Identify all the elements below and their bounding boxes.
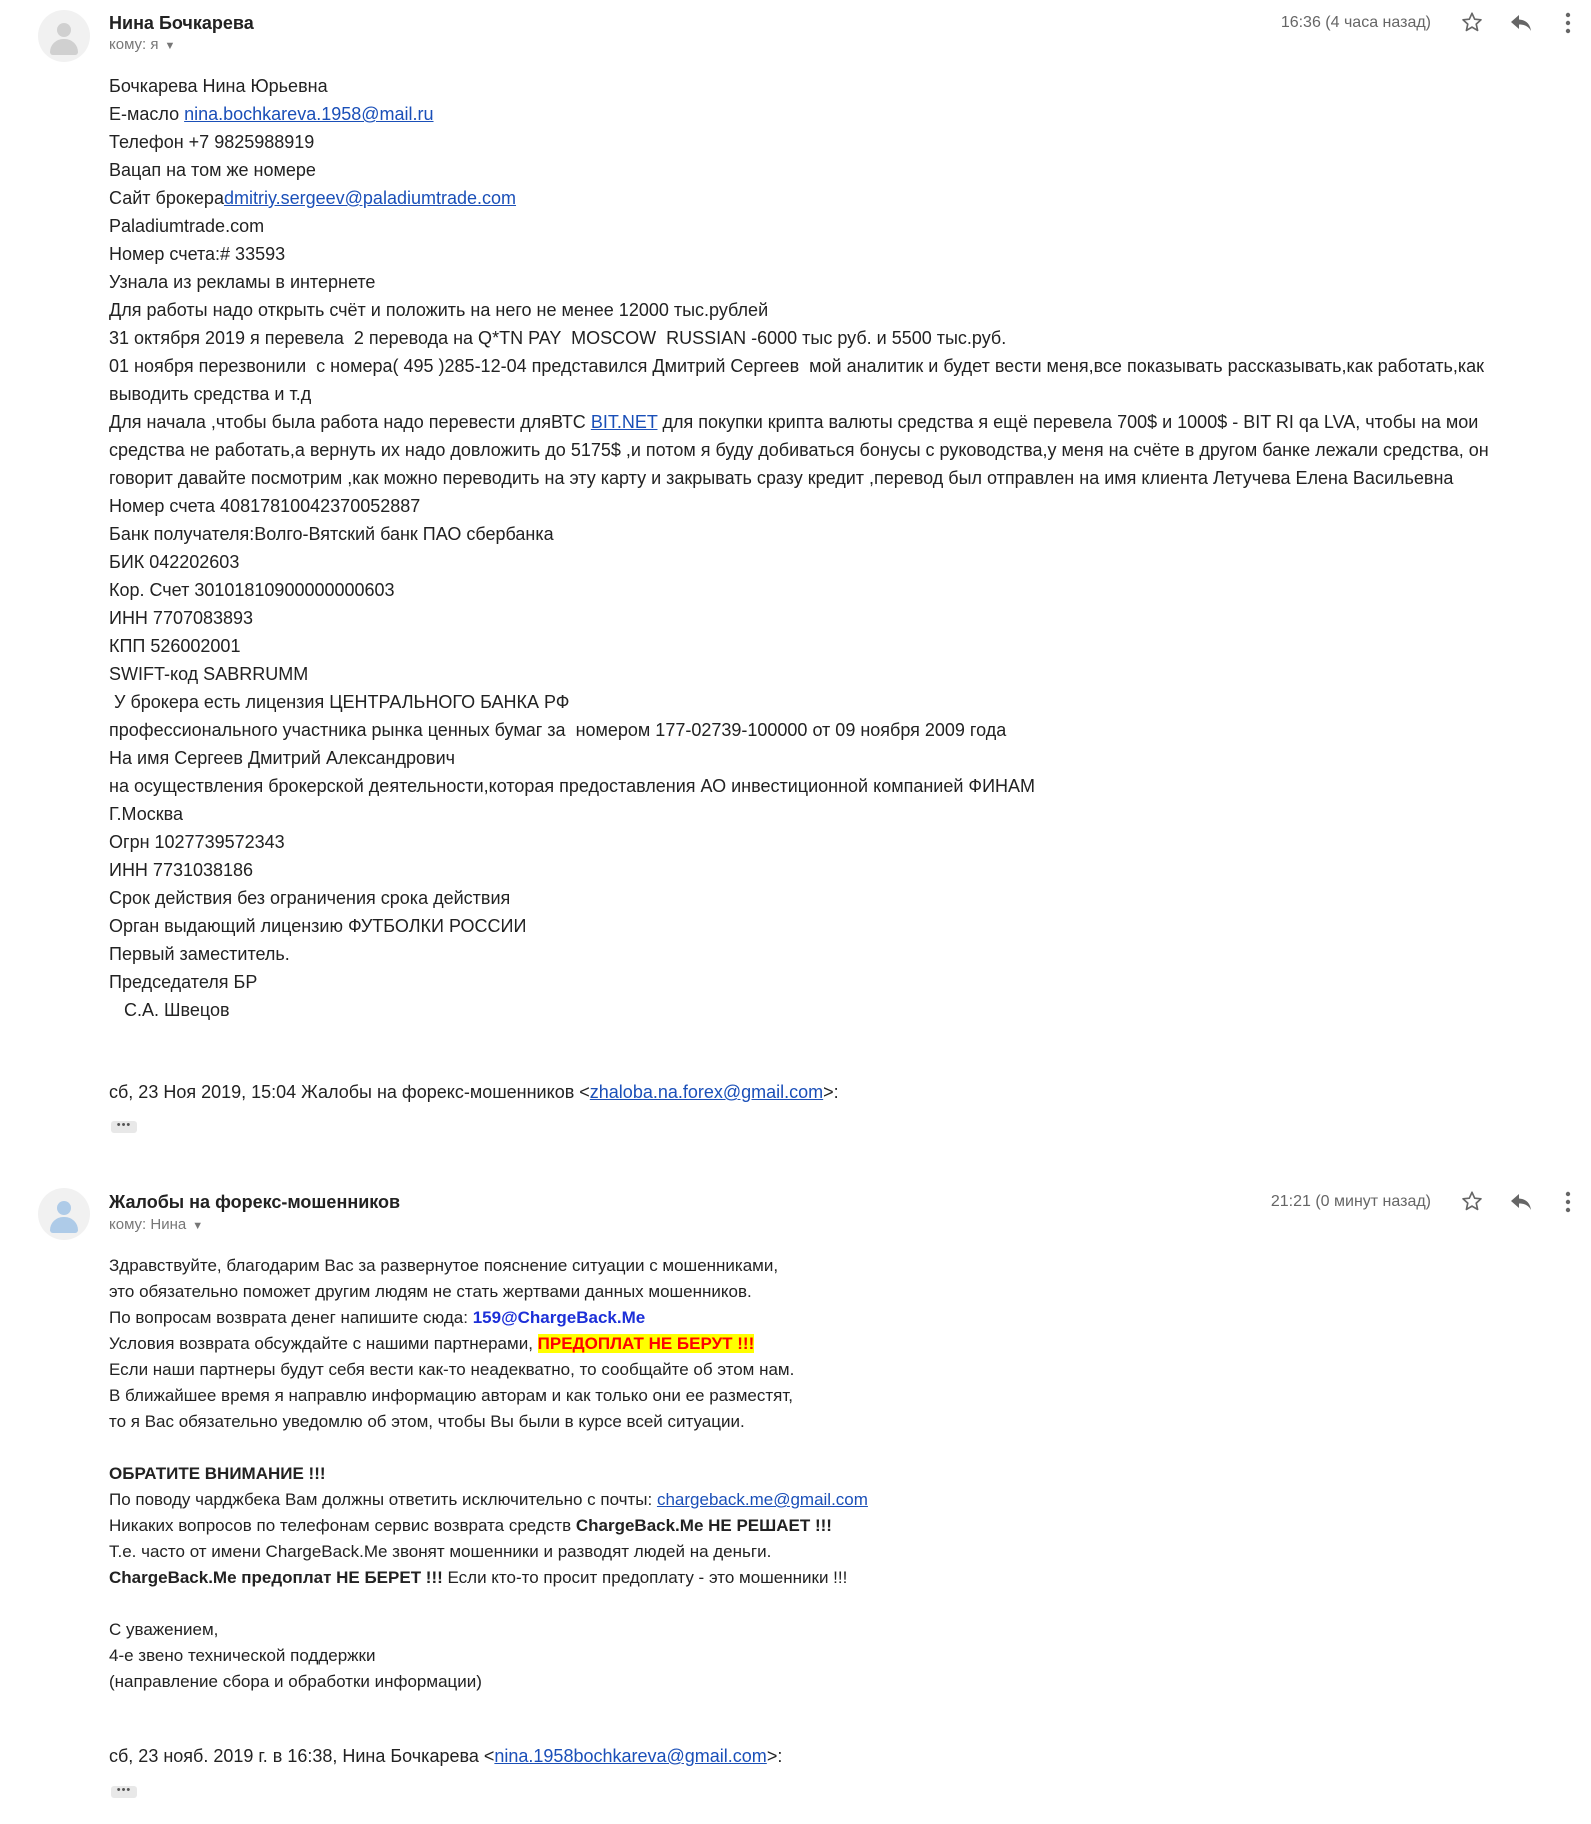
body-line: это обязательно поможет другим людям не стать жертвами данных мошенников.: [109, 1282, 752, 1301]
message-body: [109, 1253, 1559, 1695]
message-time: 16:36 (4 часа назад): [1280, 14, 1431, 31]
avatar[interactable]: [38, 1188, 90, 1240]
body-line-contact: [109, 1305, 1559, 1331]
quote-email-link[interactable]: nina.1958bochkareva@gmail.com: [494, 1746, 767, 1766]
body-line: Т.е. часто от имени ChargeBack.Me звонят мошенники и разводят людей на деньги.: [109, 1542, 772, 1561]
avatar-head: [57, 23, 71, 37]
body-line: говорит давайте посмотрим ,как можно переводить на эту карту и закрывать сразу кредит ,перевод был отправлен на имя клиента Летучева Елена Васильевна: [109, 468, 1454, 488]
body-line: на осуществления брокерской деятельности,которая предоставления АО инвестиционной компанией ФИНАМ: [109, 776, 1036, 796]
body-line: Орган выдающий лицензию ФУТБОЛКИ РОССИИ: [109, 916, 527, 936]
body-line: Для работы надо открыть счёт и положить на него не менее 12000 тыс.рублей: [109, 300, 769, 320]
quote-suffix: >:: [766, 1746, 783, 1766]
signature-line: С уважением,: [109, 1620, 219, 1639]
quote-prefix: сб, 23 Ноя 2019, 15:04 Жалобы на форекс-мошенников <: [109, 1082, 590, 1102]
more-options-icon[interactable]: [1565, 12, 1571, 34]
reply-icon[interactable]: [1509, 13, 1533, 33]
message-time: 21:21 (0 минут назад): [1270, 1193, 1431, 1210]
recipient-dropdown[interactable]: [109, 1216, 203, 1233]
body-line: У брокера есть лицензия ЦЕНТРАЛЬНОГО БАНКА РФ: [109, 692, 570, 712]
bitnet-link[interactable]: BIT.NET: [590, 412, 658, 432]
avatar-shoulders: [50, 39, 78, 55]
body-line: С.А. Швецов: [109, 1000, 230, 1020]
avatar[interactable]: [38, 10, 90, 62]
body-line: Кор. Счет 30101810900000000603: [109, 580, 395, 600]
reply-icon[interactable]: [1509, 1192, 1533, 1212]
recipient-label: кому: Нина: [109, 1216, 187, 1233]
email-link[interactable]: nina.bochkareva.1958@mail.ru: [184, 104, 434, 124]
broker-label: Сайт брокера: [109, 188, 224, 208]
body-line-chargeback: [109, 1487, 1559, 1513]
body-line: Если наши партнеры будут себя вести как-то неадекватно, то сообщайте об этом нам.: [109, 1360, 795, 1379]
conditions-prefix: Условия возврата обсуждайте с нашими партнерами,: [109, 1334, 538, 1353]
avatar-shoulders: [50, 1217, 78, 1233]
phone-prefix: Никаких вопросов по телефонам сервис возврата средств: [109, 1516, 576, 1535]
body-line: 31 октября 2019 я перевела 2 перевода на Q*TN PAY MOSCOW RUSSIAN -6000 тыс руб. и 5500 тыс.руб.: [109, 328, 1007, 348]
body-line: Номер счета 40817810042370052887: [109, 496, 421, 516]
body-line: КПП 526002001: [109, 636, 241, 656]
body-line-prepay: [109, 1565, 1559, 1591]
chargeback-email[interactable]: 159@ChargeBack.Me: [472, 1308, 646, 1327]
sender-name[interactable]: Жалобы на форекс-мошенников: [109, 1192, 401, 1212]
no-prepayment-warning: ПРЕДОПЛАТ НЕ БЕРУТ !!!: [537, 1334, 755, 1353]
contact-prefix: По вопросам возврата денег напишите сюда:: [109, 1308, 473, 1327]
prepay-bold: ChargeBack.Me предоплат НЕ БЕРЕТ !!!: [109, 1568, 443, 1587]
body-line: Председателя БР: [109, 972, 258, 992]
chargeback-gmail-link[interactable]: chargeback.me@gmail.com: [656, 1490, 868, 1509]
body-line-phone: [109, 1513, 1559, 1539]
body-line: Вацап на том же номере: [109, 160, 316, 180]
body-line: профессионального участника рынка ценных бумаг за номером 177-02739-100000 от 09 ноября 2009 года: [109, 720, 1007, 740]
signature-line: (направление сбора и обработки информации): [109, 1672, 482, 1691]
more-options-icon[interactable]: [1565, 1191, 1571, 1213]
message-body: [109, 72, 1559, 1024]
body-line: Первый заместитель.: [109, 944, 290, 964]
btc-suffix: для покупки крипта валюты средства я ещё перевела 700$ и 1000$ - BIT RI qa LVA, чтобы на мои: [657, 412, 1479, 432]
phone-bold: ChargeBack.Me НЕ РЕШАЕТ !!!: [575, 1516, 832, 1535]
caret-down-icon: ▼: [192, 1220, 204, 1232]
quoted-header-2: [109, 1746, 782, 1767]
body-line: В ближайшее время я направлю информацию авторам и как только они ее разместят,: [109, 1386, 794, 1405]
recipient-dropdown[interactable]: [109, 36, 175, 53]
body-line: SWIFT-код SABRRUMM: [109, 664, 309, 684]
body-line: Бочкарева Нина Юрьевна: [109, 76, 328, 96]
body-line: Огрн 1027739572343: [109, 832, 285, 852]
body-line: БИК 042202603: [109, 552, 240, 572]
body-line-broker: [109, 184, 1559, 212]
show-trimmed-content-button[interactable]: •••: [111, 1786, 137, 1798]
body-line: выводить средства и т.д: [109, 384, 312, 404]
caret-down-icon: ▼: [164, 40, 176, 52]
quote-email-link[interactable]: zhaloba.na.forex@gmail.com: [589, 1082, 824, 1102]
body-line-email: [109, 100, 1559, 128]
recipient-label: кому: я: [109, 36, 159, 53]
chargeback-prefix: По поводу чарджбека Вам должны ответить исключительно с почты:: [109, 1490, 657, 1509]
blank-line: [109, 1435, 1559, 1461]
show-trimmed-content-button[interactable]: •••: [111, 1121, 137, 1133]
body-line: Номер счета:# 33593: [109, 244, 286, 264]
sender-name[interactable]: Нина Бочкарева: [109, 13, 254, 33]
body-line: На имя Сергеев Дмитрий Александрович: [109, 748, 456, 768]
body-line: Paladiumtrade.com: [109, 216, 265, 236]
prepay-suffix: Если кто-то просит предоплату - это мошенники !!!: [442, 1568, 848, 1587]
body-line: Банк получателя:Волго-Вятский банк ПАО сбербанка: [109, 524, 554, 544]
quote-suffix: >:: [823, 1082, 839, 1102]
body-line: ИНН 7707083893: [109, 608, 254, 628]
star-icon[interactable]: [1461, 1190, 1483, 1212]
star-icon[interactable]: [1461, 11, 1483, 33]
blank-line: [109, 1591, 1559, 1617]
attention-heading: ОБРАТИТЕ ВНИМАНИЕ !!!: [109, 1464, 326, 1483]
btc-prefix: Для начала ,чтобы была работа надо перевести дляВТС: [109, 412, 591, 432]
quote-prefix: сб, 23 нояб. 2019 г. в 16:38, Нина Бочкарева <: [109, 1746, 495, 1766]
body-line: Телефон +7 9825988919: [109, 132, 315, 152]
broker-email-link[interactable]: dmitriy.sergeev@paladiumtrade.com: [223, 188, 517, 208]
body-line: средства не работать,а вернуть их надо довложить до 5175$ ,и потом я буду добиваться бонусы с руководства,у меня на счёте в другом банке лежали средства, он: [109, 440, 1489, 460]
body-line-conditions: [109, 1331, 1559, 1357]
email-label: Е-масло: [109, 104, 185, 124]
body-line: 01 ноября перезвонили с номера( 495 )285-12-04 представился Дмитрий Сергеев мой аналитик и будет вести меня,все показывать рассказывать,как работать,как: [109, 356, 1484, 376]
avatar-head: [57, 1201, 71, 1215]
body-line-btc: [109, 408, 1559, 436]
body-line: ИНН 7731038186: [109, 860, 254, 880]
body-line: Здравствуйте, благодарим Вас за развернутое пояснение ситуации с мошенниками,: [109, 1256, 779, 1275]
body-line: Г.Москва: [109, 804, 184, 824]
body-line: Узнала из рекламы в интернете: [109, 272, 376, 292]
quoted-header-1: [109, 1082, 839, 1103]
body-line: то я Вас обязательно уведомлю об этом, чтобы Вы были в курсе всей ситуации.: [109, 1412, 745, 1431]
body-line: Срок действия без ограничения срока действия: [109, 888, 511, 908]
signature-line: 4-е звено технической поддержки: [109, 1646, 376, 1665]
